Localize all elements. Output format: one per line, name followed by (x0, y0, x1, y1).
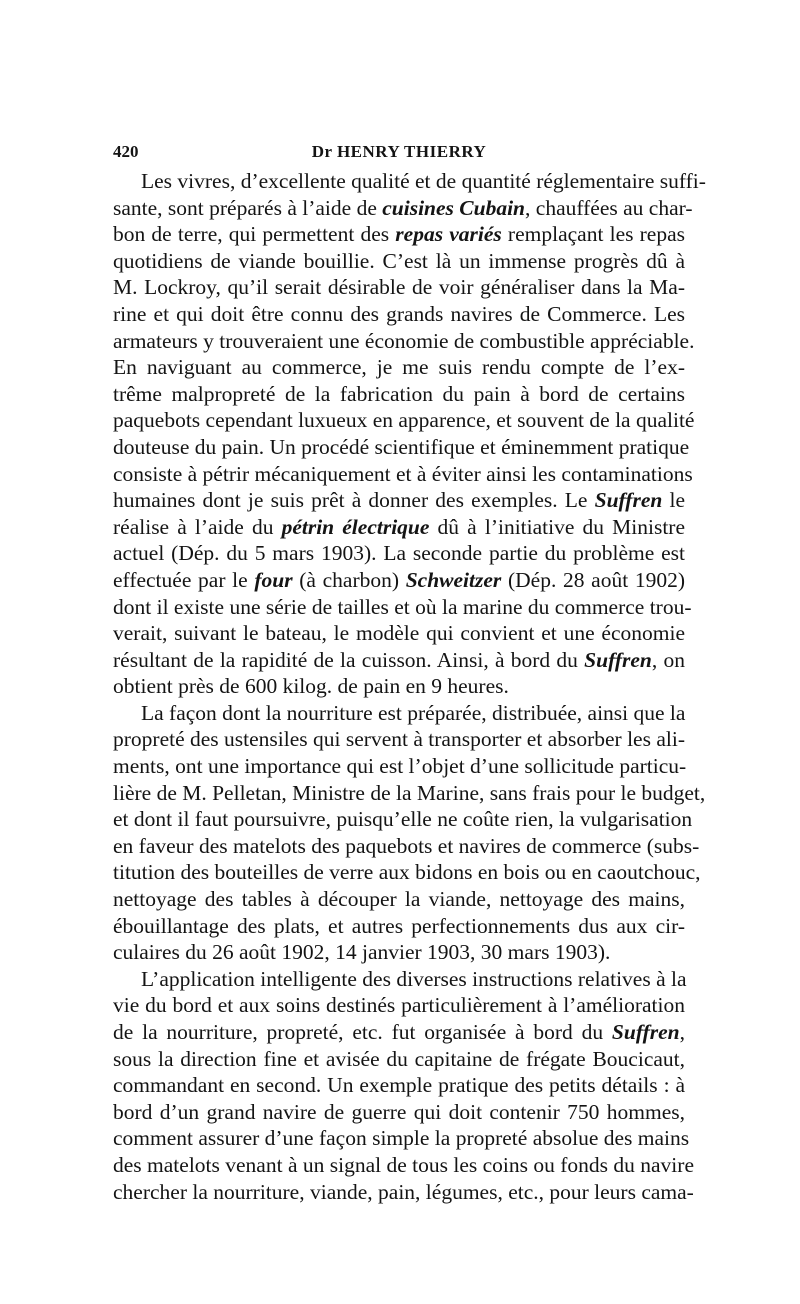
text-segment: rine et qui doit être connu des grands navires de Commerce. Les (113, 301, 685, 326)
text-line (113, 913, 685, 940)
text-line (113, 540, 685, 567)
text-segment: douteuse du pain. Un procédé scientifique et éminemment pratique (113, 434, 690, 459)
running-head (113, 140, 685, 164)
text-line (113, 1046, 685, 1073)
text-line (113, 274, 685, 301)
text-segment: trême malpropreté de la fabrication du pain à bord de certains (113, 381, 685, 406)
text-line (113, 966, 685, 993)
text-segment: effectuée par le (113, 567, 255, 592)
text-line (113, 1125, 690, 1152)
text-line (113, 328, 695, 355)
text-segment: sous la direction fine et avisée du capitaine de frégate Boucicaut, (113, 1046, 685, 1071)
text-segment: L’application intelligente des diverses instructions relatives à la (141, 966, 687, 991)
text-segment: quotidiens de viande bouillie. C’est là un immense progrès dû à (113, 248, 685, 273)
text-segment: le (662, 488, 685, 513)
text-line (113, 461, 693, 488)
text-segment: commandant en second. Un exemple pratique des petits détails : à (113, 1073, 685, 1098)
text-line (113, 434, 690, 461)
text-segment: culaires du 26 août 1902, 14 janvier 1903, 30 mars 1903). (113, 940, 611, 965)
text-segment: M. Lockroy, qu’il serait désirable de voir généraliser dans la Ma- (113, 275, 685, 300)
text-line (113, 301, 685, 328)
text-line (113, 992, 685, 1019)
text-line (113, 248, 685, 275)
text-line (113, 1179, 694, 1206)
text-line (113, 1099, 685, 1126)
italic-text-segment: Suffren (594, 488, 663, 513)
italic-text-segment: repas variés (395, 222, 502, 247)
italic-text-segment: Suffren (584, 647, 652, 672)
text-line (113, 1152, 694, 1179)
text-line (113, 620, 685, 647)
text-segment: Les vivres, d’excellente qualité et de quantité réglementaire suffi- (141, 169, 706, 193)
text-segment: lière de M. Pelletan, Ministre de la Marine, sans frais pour le budget, (113, 780, 706, 805)
text-segment: humaines dont je suis prêt à donner des exemples. Le (113, 488, 595, 513)
running-title: Dr HENRY THIERRY (311, 142, 487, 161)
text-segment: armateurs y trouveraient une économie de combustible appréciable. (113, 328, 695, 353)
text-line (113, 221, 685, 248)
text-segment: , on (651, 647, 686, 672)
text-line (113, 753, 685, 780)
text-segment: ments, ont une importance qui est l’objet d’une sollicitude particu- (113, 754, 687, 779)
text-segment: comment assurer d’une façon simple la propreté absolue des mains (113, 1126, 690, 1151)
italic-text-segment: cuisines Cubain (382, 195, 526, 220)
text-line (113, 407, 695, 434)
text-line (113, 487, 685, 514)
italic-text-segment: Suffren (611, 1020, 680, 1044)
text-line (113, 859, 701, 886)
text-segment: en faveur des matelots des paquebots et navires de commerce (subs- (113, 833, 700, 858)
italic-text-segment: pétrin électrique (281, 514, 430, 539)
text-segment: et dont il faut poursuivre, puisqu’elle ne coûte rien, la vulgarisation (113, 807, 693, 832)
text-line (113, 673, 685, 700)
text-segment: vie du bord et aux soins destinés particulièrement à l’amélioration (113, 993, 685, 1018)
text-line (113, 514, 685, 541)
text-segment: titution des bouteilles de verre aux bidons en bois ou en caoutchouc, (113, 860, 701, 885)
text-line (113, 700, 685, 727)
italic-text-segment: four (254, 567, 293, 592)
text-segment: La façon dont la nourriture est préparée, distribuée, ainsi que la (141, 700, 686, 725)
text-segment: sante, sont préparés à l’aide de (113, 195, 383, 220)
text-line (113, 939, 685, 966)
text-segment: actuel (Dép. du 5 mars 1903). La seconde partie du problème est (113, 541, 685, 566)
text-line (113, 647, 685, 674)
text-line (113, 195, 693, 222)
text-segment: bord d’un grand navire de guerre qui doit contenir 750 hommes, (113, 1099, 685, 1124)
text-segment: dont il existe une série de tailles et où la marine du commerce trou- (113, 594, 692, 619)
text-segment: bon de terre, qui permettent des (113, 222, 396, 247)
text-line (113, 806, 693, 833)
text-segment: obtient près de 600 kilog. de pain en 9 heures. (113, 674, 509, 699)
text-line (113, 381, 685, 408)
text-line (113, 726, 685, 753)
text-line (113, 886, 685, 913)
text-segment: (Dép. 28 août 1902) (501, 567, 686, 592)
text-segment: dû à l’initiative du Ministre (429, 514, 685, 539)
text-line (113, 780, 706, 807)
text-segment: nettoyage des tables à découper la viande, nettoyage des mains, (113, 887, 685, 912)
body-text (113, 168, 706, 1205)
text-segment: En naviguant au commerce, je me suis rendu compte de l’ex- (113, 355, 685, 380)
text-segment: réalise à l’aide du (113, 514, 282, 539)
text-line (113, 594, 692, 621)
text-segment: paquebots cependant luxueux en apparence, et souvent de la qualité (113, 408, 695, 433)
text-line (113, 1019, 685, 1046)
text-line (113, 354, 685, 381)
text-segment: remplaçant les repas (501, 222, 685, 247)
text-line (113, 833, 700, 860)
text-segment: chercher la nourriture, viande, pain, légumes, etc., pour leurs cama- (113, 1179, 694, 1204)
text-line (113, 567, 685, 594)
text-segment: ébouillantage des plats, et autres perfectionnements dus aux cir- (113, 913, 685, 938)
text-segment: de la nourriture, propreté, etc. fut organisée à bord du (113, 1020, 612, 1044)
text-segment: (à charbon) (292, 567, 406, 592)
text-segment: des matelots venant à un signal de tous les coins ou fonds du navire (113, 1152, 694, 1177)
text-segment: verait, suivant le bateau, le modèle qui convient et une économie (113, 621, 685, 646)
page-number: 420 (113, 142, 139, 161)
text-segment: propreté des ustensiles qui servent à transporter et absorber les ali- (113, 727, 685, 752)
text-line (113, 1072, 685, 1099)
text-segment: , (679, 1020, 685, 1044)
text-segment: consiste à pétrir mécaniquement et à éviter ainsi les contaminations (113, 461, 693, 486)
text-line (113, 168, 706, 195)
text-segment: résultant de la rapidité de la cuisson. Ainsi, à bord du (113, 647, 585, 672)
italic-text-segment: Schweitzer (405, 567, 502, 592)
text-segment: , chauffées au char- (525, 195, 693, 220)
